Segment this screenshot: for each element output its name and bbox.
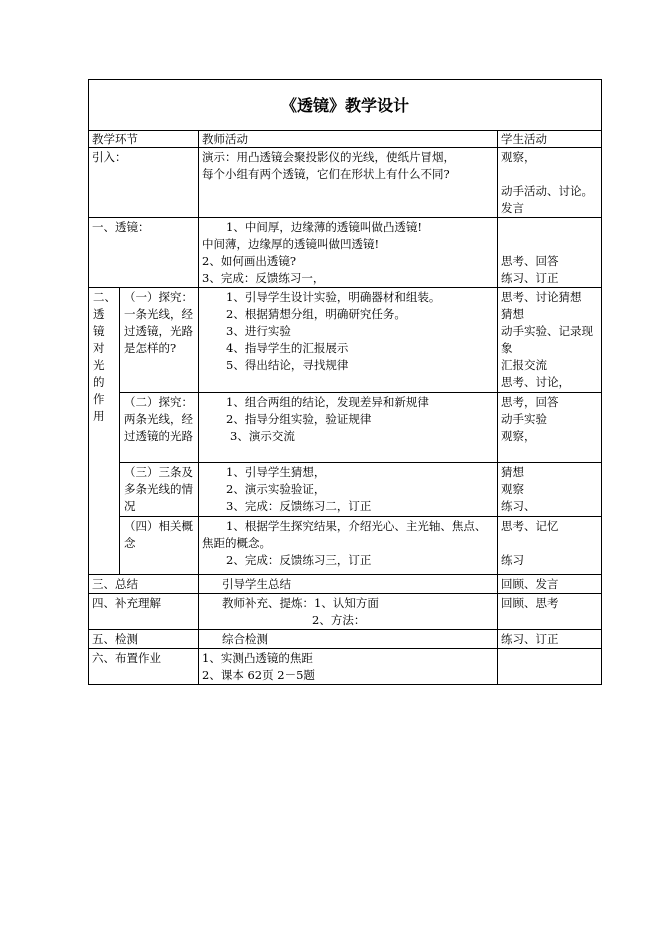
lesson-plan-table (88, 79, 602, 685)
sub4-student-line-1: 思考、记忆 (501, 519, 559, 533)
part2-sub4-student (498, 517, 602, 575)
sub3-teacher-line-2: 2、演示实验验证， (226, 482, 326, 496)
row-part4 (89, 594, 602, 630)
part3-section: 三、总结 (89, 575, 199, 594)
sub3-student-line-2: 观察 (501, 482, 524, 496)
part2-sub1-label: （一）探究：一条光线，经过透镜，光路是怎样的? (120, 288, 199, 393)
sub2-student-line-1: 思考，回答 (501, 395, 559, 409)
part4-teacher-line-2: 2、方法： (312, 613, 366, 627)
row-intro (89, 148, 602, 218)
sub1-student-line-6: 思考、讨论， (501, 375, 570, 389)
part2-label-char: 镜 (93, 324, 105, 338)
part1-teacher-line-1: 1、中间厚，边缘薄的透镜叫做凸透镜! (226, 220, 422, 234)
part2-label-char: 作 (93, 392, 105, 406)
row-part1 (89, 218, 602, 288)
part6-section: 六、布置作业 (89, 649, 199, 685)
intro-student-line-2: 动手活动、讨论。 (501, 184, 593, 198)
part2-label-char: 的 (93, 375, 105, 389)
part4-section: 四、补充理解 (89, 594, 199, 630)
part2-sub3-student (498, 463, 602, 517)
title-row (89, 80, 602, 131)
part1-teacher-line-3: 2、如何画出透镜? (202, 254, 296, 268)
part1-teacher (199, 218, 498, 288)
part2-sub3-label: （三）三条及多条光线的情况 (120, 463, 199, 517)
part6-student (498, 649, 602, 685)
sub3-student-line-3: 练习、 (501, 499, 536, 513)
row-part2-sub4 (89, 517, 602, 575)
intro-teacher-line-2: 每个小组有两个透镜，它们在形状上有什么不同? (202, 167, 450, 181)
sub1-student-line-5: 汇报交流 (501, 358, 547, 372)
row-part2-sub3 (89, 463, 602, 517)
intro-student-line-3: 发言 (501, 201, 524, 215)
intro-student-line-1: 观察， (501, 150, 536, 164)
part5-teacher-text: 综合检测 (222, 632, 268, 646)
part5-student: 练习、订正 (498, 630, 602, 649)
part3-teacher (199, 575, 498, 594)
part2-sub4-teacher (199, 517, 498, 575)
row-part3 (89, 575, 602, 594)
part5-teacher (199, 630, 498, 649)
row-part5 (89, 630, 602, 649)
intro-teacher (199, 148, 498, 218)
intro-student (498, 148, 602, 218)
part1-teacher-line-4: 3、完成：反馈练习一， (202, 271, 325, 285)
sub3-student-line-1: 猜想 (501, 465, 524, 479)
sub2-student-line-3: 观察， (501, 429, 536, 443)
part1-student-line-1: 思考、回答 (501, 254, 559, 268)
sub4-teacher-line-2: 2、完成：反馈练习三，订正 (226, 553, 372, 567)
sub2-teacher-line-3: 3、演示交流 (230, 429, 295, 443)
part2-sub3-teacher (199, 463, 498, 517)
header-row (89, 131, 602, 148)
sub1-teacher-line-2: 2、根据猜想分组，明确研究任务。 (226, 307, 406, 321)
part4-teacher (199, 594, 498, 630)
intro-teacher-line-1: 演示：用凸透镜会聚投影仪的光线，使纸片冒烟， (202, 150, 455, 164)
sub1-student-line-2: 猜想 (501, 307, 524, 321)
sub1-teacher-line-3: 3、进行实验 (226, 324, 291, 338)
row-part2-sub1 (89, 288, 602, 393)
sub2-teacher-line-1: 1、组合两组的结论，发现差异和新规律 (226, 395, 429, 409)
part2-label-char: 二、 (93, 290, 116, 304)
part4-student: 回顾、思考 (498, 594, 602, 630)
part2-sub1-teacher (199, 288, 498, 393)
row-part6 (89, 649, 602, 685)
part6-teacher (199, 649, 498, 685)
part5-section: 五、检测 (89, 630, 199, 649)
sub2-student-line-2: 动手实验 (501, 412, 547, 426)
part6-teacher-line-2: 2、课本 62页 2－5题 (202, 668, 315, 682)
part4-teacher-line-1: 教师补充、提炼：1、认知方面 (222, 596, 379, 610)
sub1-student-line-3: 动手实验、记录现 (501, 324, 593, 338)
part2-label-char: 透 (93, 307, 105, 321)
sub2-teacher-line-2: 2、指导分组实验，验证规律 (226, 412, 372, 426)
part1-student-line-2: 练习、订正 (501, 271, 559, 285)
part2-sub4-label: （四）相关概念 (120, 517, 199, 575)
part2-label-char: 光 (93, 358, 105, 372)
sub1-teacher-line-5: 5、得出结论，寻找规律 (226, 358, 349, 372)
sub1-teacher-line-1: 1、引导学生设计实验，明确器材和组装。 (226, 290, 441, 304)
row-part2-sub2 (89, 393, 602, 463)
part2-sub1-student (498, 288, 602, 393)
part2-label-char: 对 (93, 341, 105, 355)
sub1-student-line-1: 思考、讨论猜想 (501, 290, 582, 304)
part2-sub2-teacher (199, 393, 498, 463)
sub4-student-line-2: 练习 (501, 553, 524, 567)
part3-teacher-text: 引导学生总结 (222, 577, 291, 591)
part1-student (498, 218, 602, 288)
header-section: 教学环节 (89, 131, 199, 148)
header-student: 学生活动 (498, 131, 602, 148)
sub3-teacher-line-1: 1、引导学生猜想， (226, 465, 326, 479)
intro-section: 引入： (89, 148, 199, 218)
sub4-teacher-line-1: 1、根据学生探究结果，介绍光心、主光轴、焦点、焦距的概念。 (202, 519, 487, 550)
sub1-teacher-line-4: 4、指导学生的汇报展示 (226, 341, 349, 355)
part1-section: 一、透镜： (89, 218, 199, 288)
part2-sub2-student (498, 393, 602, 463)
part2-label-char: 用 (93, 409, 105, 423)
page-title: 《透镜》教学设计 (89, 80, 602, 131)
part2-sub2-label: （二）探究：两条光线，经过透镜的光路 (120, 393, 199, 463)
sub3-teacher-line-3: 3、完成：反馈练习二，订正 (226, 499, 372, 513)
part1-teacher-line-2: 中间薄，边缘厚的透镜叫做凹透镜! (202, 237, 380, 251)
header-teacher: 教师活动 (199, 131, 498, 148)
lesson-plan-document (88, 79, 601, 685)
part6-teacher-line-1: 1、实测凸透镜的焦距 (202, 651, 313, 665)
sub1-student-line-4: 象 (501, 341, 513, 355)
part2-section-label (89, 288, 120, 575)
part3-student: 回顾、发言 (498, 575, 602, 594)
